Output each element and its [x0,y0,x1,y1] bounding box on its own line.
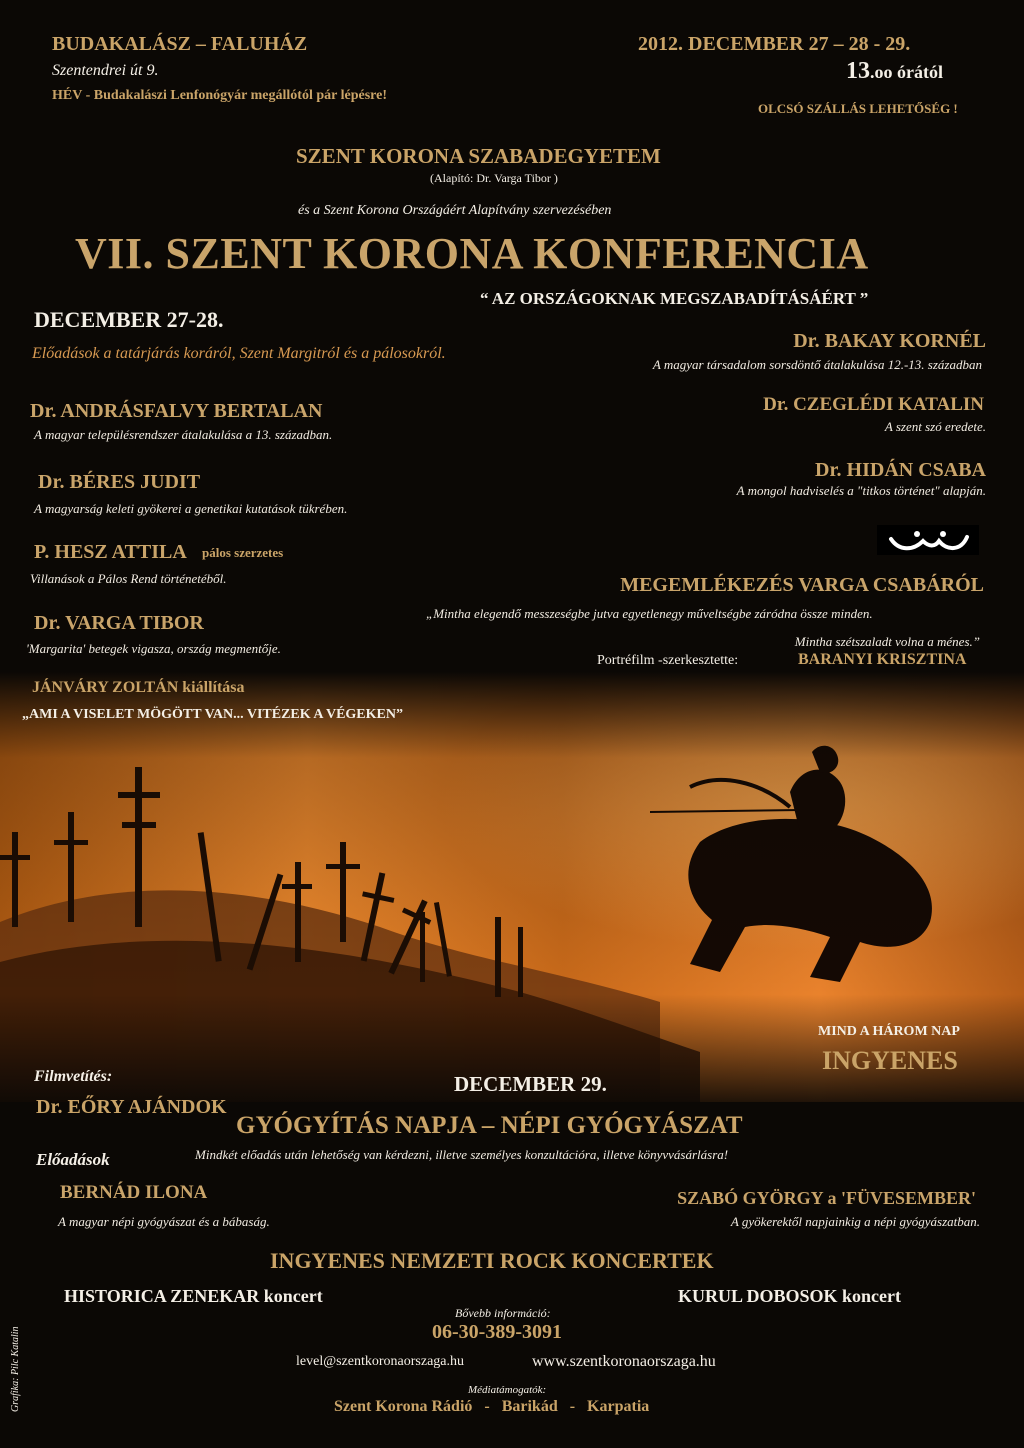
speaker-talk: Villanások a Pálos Rend történetéből. [30,571,227,586]
memorial-quote-2: Mintha szétszaladt volna a ménes.” [794,634,980,649]
venue: BUDAKALÁSZ – FALUHÁZ [52,33,308,55]
speaker-talk: A magyarság keleti gyökerei a genetikai kutatások tükrében. [34,501,348,516]
graphics-credit: Grafika: Pilc Katalin [10,1326,21,1412]
signature-logo [877,525,979,555]
speaker-name: P. HESZ ATTILA [34,541,187,563]
speaker-name: Dr. BÉRES JUDIT [38,471,201,493]
transport-info: HÉV - Budakalászi Lenfonógyár megállótól pár lépésre! [52,88,387,103]
conference-subtitle: “ AZ ORSZÁGOKNAK MEGSZABADÍTÁSÁÉRT ” [480,289,869,308]
media-label: Médiatámogatók: [468,1384,547,1396]
email-link[interactable]: level@szentkoronaorszaga.hu [296,1354,464,1369]
free-note-line1: MIND A HÁROM NAP [818,1024,960,1039]
speaker-talk: A szent szó eredete. [884,419,986,434]
university-name: SZENT KORONA SZABADEGYETEM [296,144,661,168]
event-date: 2012. DECEMBER 27 – 28 - 29. [638,33,911,55]
memorial-quote-1: „Mintha elegendő messzeségbe jutva egyetlenegy műveltségbe záródna össze minden. [426,606,873,621]
speaker-name: Dr. VARGA TIBOR [34,612,204,634]
event-time [846,58,943,85]
speaker-name: Dr. HIDÁN CSABA [815,459,986,481]
speaker-note: pálos szerzetes [202,545,284,560]
film-editor-label: Portréfilm -szerkesztette: [597,653,739,668]
conference-title: VII. SZENT KORONA KONFERENCIA [75,229,869,278]
phone-number[interactable]: 06-30-389-3091 [432,1321,562,1343]
memorial-heading: MEGEMLÉKEZÉS VARGA CSABÁRÓL [620,574,984,596]
concert-band-2: KURUL DOBOSOK koncert [678,1286,902,1306]
media-sponsors: Szent Korona Rádió - Barikád - Karpatia [334,1398,650,1415]
day1-intro: Előadások a tatárjárás koráról, Szent Margitról és a pálosokról. [32,345,446,362]
day3-heading: DECEMBER 29. [454,1072,607,1096]
day3-note: Mindkét előadás után lehetőség van kérdezni, illetve személyes konzultációra, illetve könyvvásárlásra! [195,1147,729,1162]
speaker-talk: A mongol hadviselés a "titkos történet" alapján. [736,483,986,498]
exhibition-title: JÁNVÁRY ZOLTÁN kiállítása [32,679,245,696]
speaker-name: BERNÁD ILONA [60,1182,208,1203]
concerts-heading: INGYENES NEMZETI ROCK KONCERTEK [270,1248,714,1273]
day1-heading: DECEMBER 27-28. [34,307,224,332]
info-label: Bővebb információ: [455,1306,551,1320]
lodging-note: OLCSÓ SZÁLLÁS LEHETŐSÉG ! [758,101,958,116]
speaker-name: SZABÓ GYÖRGY a 'FÜVESEMBER' [677,1188,976,1208]
time-rest: .oo órától [870,62,943,82]
speaker-talk: 'Margarita' betegek vigasza, ország megmentője. [26,641,281,656]
website-link[interactable]: www.szentkoronaorszaga.hu [532,1353,716,1370]
film-editor-name: BARANYI KRISZTINA [798,651,967,668]
time-hour: 13 [846,58,870,84]
film-label: Filmvetítés: [34,1068,113,1085]
speaker-name: Dr. BAKAY KORNÉL [793,330,986,352]
foundation-note: és a Szent Korona Országáért Alapítvány szervezésében [298,203,612,218]
address: Szentendrei út 9. [52,62,159,79]
speaker-talk: A magyar településrendszer átalakulása a 13. században. [34,427,333,442]
exhibition-subtitle: „AMI A VISELET MÖGÖTT VAN... VITÉZEK A VÉGEKEN” [22,707,403,722]
film-director: Dr. EŐRY AJÁNDOK [36,1096,227,1118]
speaker-name: Dr. CZEGLÉDI KATALIN [763,394,984,415]
speaker-talk: A magyar népi gyógyászat és a bábaság. [58,1214,270,1229]
speaker-talk: A gyökerektől napjainkig a népi gyógyászatban. [730,1214,980,1229]
speaker-talk: A magyar társadalom sorsdöntő átalakulása 12.-13. században [652,357,982,372]
day3-title: GYÓGYÍTÁS NAPJA – NÉPI GYÓGYÁSZAT [236,1112,743,1139]
concert-band-1: HISTORICA ZENEKAR koncert [64,1286,323,1306]
free-note-line2: INGYENES [822,1046,958,1075]
speaker-name: Dr. ANDRÁSFALVY BERTALAN [30,400,323,422]
lectures-label: Előadások [36,1150,110,1169]
founder-note: (Alapító: Dr. Varga Tibor ) [430,171,558,185]
